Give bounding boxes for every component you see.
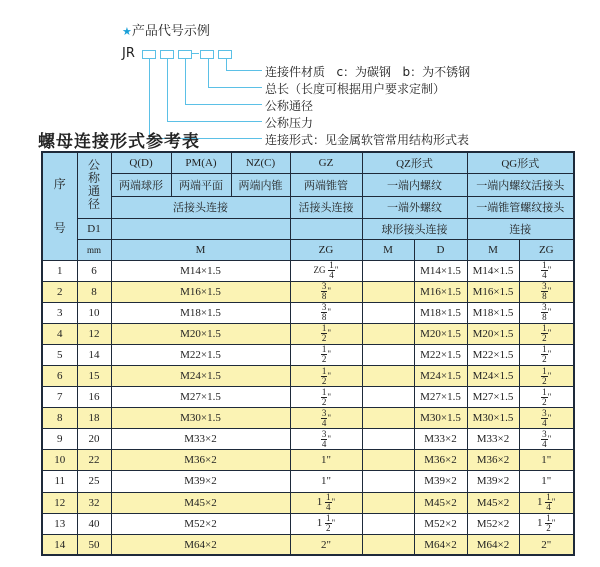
cell-m: M16×1.5 — [111, 281, 290, 302]
cell-qg-zg: $\frac{1}{2}$ " — [519, 387, 574, 408]
header-connection: 一端锥管螺纹接头 — [467, 196, 574, 218]
header-d1: D1 — [77, 218, 111, 239]
cell-m: M20×1.5 — [111, 323, 290, 344]
table-row — [42, 513, 574, 534]
cell-qg-zg — [519, 534, 574, 555]
cell-m: M18×1.5 — [111, 302, 290, 323]
code-box — [200, 50, 214, 59]
frac-den: 2 — [326, 523, 331, 534]
table-row — [42, 260, 574, 281]
cell-qg-m: M16×1.5 — [467, 281, 519, 302]
product-code-prefix: JR — [122, 46, 135, 61]
header-connection: 活接头连接 — [290, 196, 362, 218]
cell-qg-zg: 1 $\frac{1}{2}$ " — [519, 513, 574, 534]
legend-item-pressure: 公称压力 — [265, 116, 314, 130]
cell-no: 12 — [42, 492, 77, 513]
frac-num: 1 — [321, 386, 327, 397]
table-row — [42, 492, 574, 513]
frac-den: 2 — [542, 375, 547, 386]
header-form: 两端内锥 — [231, 173, 290, 196]
table-row — [42, 323, 574, 344]
frac-den: 4 — [321, 417, 327, 428]
thread-size: 1" — [541, 475, 552, 488]
cell-qz-m — [362, 323, 414, 344]
frac-num: 1 — [542, 365, 547, 376]
cell-gz-zg: $\frac{1}{2}$ " — [290, 323, 362, 344]
cell-no: 9 — [42, 429, 77, 450]
cell-no: 6 — [42, 365, 77, 386]
cell-qg-m: M33×2 — [467, 429, 519, 450]
cell-m: M24×1.5 — [111, 365, 290, 386]
cell-m: M30×1.5 — [111, 408, 290, 429]
cell-dn: 12 — [77, 323, 111, 344]
frac-den: 4 — [542, 417, 547, 428]
cell-qg-m: M39×2 — [467, 471, 519, 492]
cell-qg-m: M30×1.5 — [467, 408, 519, 429]
frac-num: 1 — [326, 492, 331, 503]
header-form: 一端内螺纹 — [362, 173, 467, 196]
cell-dn: 32 — [77, 492, 111, 513]
nut-connection-table — [41, 151, 575, 556]
cell-gz-zg: $\frac{1}{2}$ " — [290, 387, 362, 408]
frac-num: 1 — [321, 323, 327, 334]
cell-qg-m: M24×1.5 — [467, 365, 519, 386]
cell-qg-zg: $\frac{1}{2}$ " — [519, 344, 574, 365]
header-empty — [111, 218, 290, 239]
header-form: 两端球形 — [111, 173, 171, 196]
cell-qg-m: M27×1.5 — [467, 387, 519, 408]
cell-dn: 50 — [77, 534, 111, 555]
frac-num: 3 — [321, 281, 327, 292]
legend-item-connection: 连接形式：见金属软管常用结构形式表 — [265, 133, 470, 147]
frac-num: 1 — [542, 260, 547, 271]
header-code-qz: QZ形式 — [362, 152, 467, 173]
table-row — [42, 365, 574, 386]
cell-qz-d: M18×1.5 — [414, 302, 467, 323]
frac-num: 1 — [546, 513, 551, 524]
frac-whole: 1 — [537, 496, 543, 509]
header-empty — [290, 218, 362, 239]
cell-qg-m: M22×1.5 — [467, 344, 519, 365]
cell-qg-zg: $\frac{1}{2}$ " — [519, 365, 574, 386]
cell-qz-m — [362, 471, 414, 492]
cell-no: 4 — [42, 323, 77, 344]
frac-den: 8 — [542, 291, 547, 302]
cell-qg-m: M52×2 — [467, 513, 519, 534]
frac-den: 2 — [321, 333, 327, 344]
header-code-qd: Q(D) — [111, 152, 171, 173]
cell-gz-zg: $\frac{1}{2}$ " — [290, 365, 362, 386]
cell-qg-zg — [519, 471, 574, 492]
table-row — [42, 302, 574, 323]
cell-dn: 10 — [77, 302, 111, 323]
cell-no: 2 — [42, 281, 77, 302]
cell-m: M45×2 — [111, 492, 290, 513]
cell-qz-d: M52×2 — [414, 513, 467, 534]
frac-num: 1 — [321, 344, 327, 355]
cell-no: 13 — [42, 513, 77, 534]
table-row — [42, 450, 574, 471]
cell-dn: 16 — [77, 387, 111, 408]
frac-whole: 1 — [316, 496, 323, 509]
frac-den: 4 — [329, 270, 334, 281]
header-connection: 活接头连接 — [111, 196, 290, 218]
cell-gz-zg: $\frac{3}{8}$ " — [290, 281, 362, 302]
cell-m: M27×1.5 — [111, 387, 290, 408]
header-form: 两端锥管 — [290, 173, 362, 196]
legend-title-text: 产品代号示例 — [131, 24, 210, 39]
header-unit-mm: mm — [77, 239, 111, 260]
cell-qz-d: M33×2 — [414, 429, 467, 450]
cell-qz-d: M36×2 — [414, 450, 467, 471]
cell-qz-d: M22×1.5 — [414, 344, 467, 365]
cell-no: 14 — [42, 534, 77, 555]
cell-qg-zg: $\frac{1}{2}$ " — [519, 323, 574, 344]
header-unit: D — [414, 239, 467, 260]
cell-qg-zg: $\frac{3}{4}$ " — [519, 408, 574, 429]
cell-dn: 8 — [77, 281, 111, 302]
frac-den: 2 — [321, 354, 327, 365]
legend-item-length: 总长（长度可根据用户要求定制） — [265, 82, 446, 96]
frac-den: 2 — [546, 523, 551, 534]
frac-num: 1 — [329, 260, 334, 271]
zg-prefix: ZG — [313, 265, 326, 276]
cell-qz-d: M14×1.5 — [414, 260, 467, 281]
cell-qz-d: M64×2 — [414, 534, 467, 555]
header-unit: M — [111, 239, 290, 260]
thread-size: 2" — [541, 538, 552, 551]
thread-size: 1" — [321, 454, 331, 467]
frac-num: 3 — [321, 407, 327, 418]
header-code-pma: PM(A) — [171, 152, 231, 173]
frac-den: 4 — [546, 502, 551, 513]
cell-qz-d: M27×1.5 — [414, 387, 467, 408]
header-unit: ZG — [290, 239, 362, 260]
cell-qz-m — [362, 429, 414, 450]
header-code-qg: QG形式 — [467, 152, 574, 173]
cell-m: M52×2 — [111, 513, 290, 534]
cell-qz-d: M24×1.5 — [414, 365, 467, 386]
header-form: 一端内螺纹活接头 — [467, 173, 574, 196]
cell-qg-m: M64×2 — [467, 534, 519, 555]
cell-qz-m — [362, 513, 414, 534]
frac-den: 4 — [321, 438, 327, 449]
header-form: 两端平面 — [171, 173, 231, 196]
cell-dn: 40 — [77, 513, 111, 534]
table-row — [42, 471, 574, 492]
cell-qg-zg — [519, 450, 574, 471]
table-row — [42, 429, 574, 450]
frac-num: 3 — [321, 302, 327, 313]
frac-den: 8 — [542, 312, 547, 323]
header-connection: 连接 — [467, 218, 574, 239]
code-box — [160, 50, 174, 59]
cell-m: M33×2 — [111, 429, 290, 450]
cell-qg-m: M18×1.5 — [467, 302, 519, 323]
cell-gz-zg: $\frac{3}{4}$ " — [290, 408, 362, 429]
cell-dn: 6 — [77, 260, 111, 281]
cell-qz-m — [362, 302, 414, 323]
cell-gz-zg: $\frac{3}{4}$ " — [290, 429, 362, 450]
frac-num: 3 — [542, 281, 547, 292]
cell-qg-m: M14×1.5 — [467, 260, 519, 281]
thread-size: 2" — [321, 538, 331, 551]
header-unit: M — [467, 239, 519, 260]
header-nominal-diameter: 公称通径 — [77, 152, 111, 218]
frac-den: 2 — [542, 354, 547, 365]
cell-qg-zg: $\frac{3}{8}$ " — [519, 281, 574, 302]
cell-qz-m — [362, 344, 414, 365]
header-code-gz: GZ — [290, 152, 362, 173]
header-unit: ZG — [519, 239, 574, 260]
frac-den: 2 — [321, 396, 327, 407]
cell-qz-d: M39×2 — [414, 471, 467, 492]
cell-qz-m — [362, 408, 414, 429]
frac-whole: 1 — [316, 517, 323, 530]
frac-num: 1 — [326, 513, 331, 524]
cell-qg-m: M45×2 — [467, 492, 519, 513]
cell-gz-zg — [290, 534, 362, 555]
header-unit: M — [362, 239, 414, 260]
frac-num: 1 — [546, 492, 551, 503]
thread-size: 1" — [321, 475, 331, 488]
cell-gz-zg: $\frac{1}{2}$ " — [290, 344, 362, 365]
frac-den: 2 — [542, 396, 547, 407]
header-code-nzc: NZ(C) — [231, 152, 290, 173]
table-row — [42, 281, 574, 302]
cell-qz-d: M30×1.5 — [414, 408, 467, 429]
cell-no: 11 — [42, 471, 77, 492]
header-connection: 球形接头连接 — [362, 218, 467, 239]
frac-den: 2 — [321, 375, 327, 386]
cell-m: M22×1.5 — [111, 344, 290, 365]
cell-qg-zg: $\frac{1}{4}$ " — [519, 260, 574, 281]
frac-num: 1 — [542, 323, 547, 334]
cell-gz-zg: 1 $\frac{1}{2}$ " — [290, 513, 362, 534]
frac-den: 4 — [326, 502, 331, 513]
cell-dn: 25 — [77, 471, 111, 492]
frac-den: 2 — [542, 333, 547, 344]
cell-m: M36×2 — [111, 450, 290, 471]
legend-title — [122, 20, 210, 39]
cell-qz-m — [362, 387, 414, 408]
cell-dn: 22 — [77, 450, 111, 471]
cell-qz-m — [362, 260, 414, 281]
frac-num: 3 — [542, 302, 547, 313]
table-row — [42, 387, 574, 408]
table-title: 螺母连接形式参考表 — [38, 132, 200, 152]
thread-size: 1" — [541, 454, 552, 467]
frac-num: 1 — [542, 344, 547, 355]
frac-den: 4 — [542, 270, 547, 281]
cell-dn: 15 — [77, 365, 111, 386]
frac-num: 1 — [321, 365, 327, 376]
cell-qz-m — [362, 365, 414, 386]
cell-m: M64×2 — [111, 534, 290, 555]
cell-qz-d: M20×1.5 — [414, 323, 467, 344]
cell-gz-zg: $\frac{3}{8}$ " — [290, 302, 362, 323]
code-box — [142, 50, 156, 59]
cell-qz-m — [362, 534, 414, 555]
legend-item-material: 连接件材质 c：为碳钢 b：为不锈钢 — [265, 65, 471, 79]
cell-dn: 14 — [77, 344, 111, 365]
cell-qz-m — [362, 281, 414, 302]
frac-num: 3 — [321, 428, 327, 439]
code-dash — [192, 53, 199, 54]
cell-no: 10 — [42, 450, 77, 471]
frac-den: 8 — [321, 291, 327, 302]
cell-no: 8 — [42, 408, 77, 429]
cell-gz-zg: 1 $\frac{1}{4}$ " — [290, 492, 362, 513]
cell-gz-zg — [290, 471, 362, 492]
cell-dn: 18 — [77, 408, 111, 429]
frac-num: 3 — [542, 407, 547, 418]
cell-m: M14×1.5 — [111, 260, 290, 281]
frac-num: 1 — [542, 386, 547, 397]
cell-dn: 20 — [77, 429, 111, 450]
cell-qz-d: M45×2 — [414, 492, 467, 513]
cell-qz-d: M16×1.5 — [414, 281, 467, 302]
cell-no: 7 — [42, 387, 77, 408]
code-box — [178, 50, 192, 59]
table-row — [42, 344, 574, 365]
cell-qg-zg: 1 $\frac{1}{4}$ " — [519, 492, 574, 513]
legend-item-diameter: 公称通径 — [265, 99, 314, 113]
header-seq: 序号 — [42, 152, 77, 260]
cell-no: 5 — [42, 344, 77, 365]
cell-qg-m: M36×2 — [467, 450, 519, 471]
table-row — [42, 534, 574, 555]
frac-den: 8 — [321, 312, 327, 323]
code-box — [218, 50, 232, 59]
star-icon: ★ — [122, 25, 132, 38]
frac-whole: 1 — [537, 517, 543, 530]
cell-qz-m — [362, 450, 414, 471]
frac-num: 3 — [542, 428, 547, 439]
frac-den: 4 — [542, 438, 547, 449]
cell-qg-zg: $\frac{3}{4}$ " — [519, 429, 574, 450]
cell-qg-m: M20×1.5 — [467, 323, 519, 344]
table-row — [42, 408, 574, 429]
cell-qg-zg: $\frac{3}{8}$ " — [519, 302, 574, 323]
header-connection: 一端外螺纹 — [362, 196, 467, 218]
cell-gz-zg: ZG $\frac{1}{4}$ " — [290, 260, 362, 281]
cell-qz-m — [362, 492, 414, 513]
cell-gz-zg — [290, 450, 362, 471]
cell-no: 3 — [42, 302, 77, 323]
cell-m: M39×2 — [111, 471, 290, 492]
cell-no: 1 — [42, 260, 77, 281]
